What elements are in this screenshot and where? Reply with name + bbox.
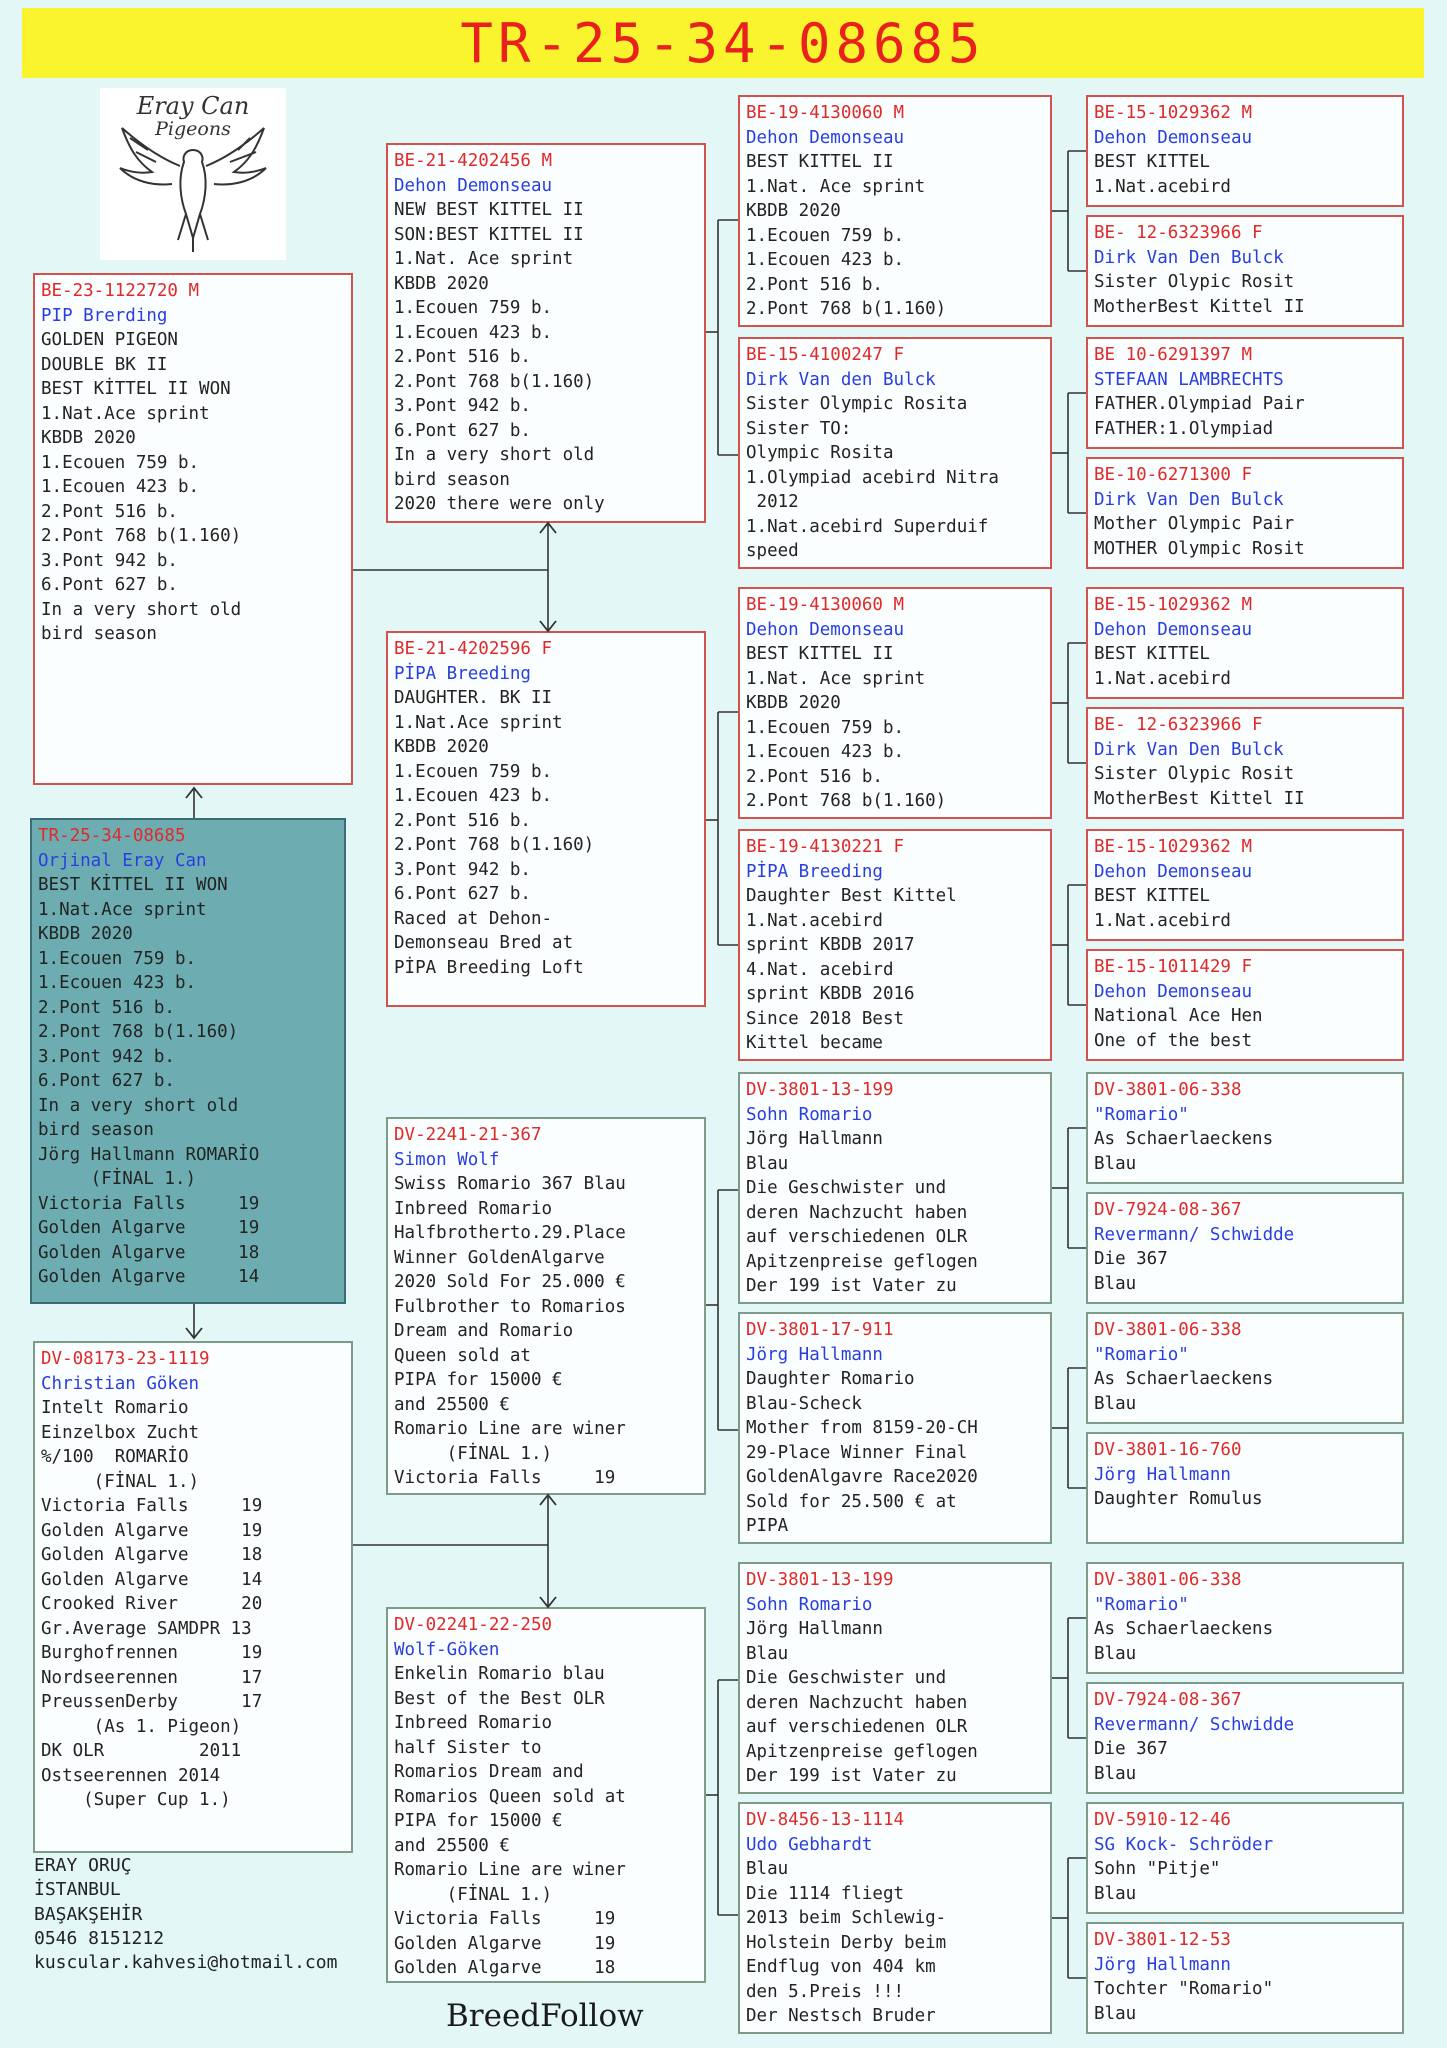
info-line: MotherBest Kittel II bbox=[1094, 788, 1305, 809]
ring-number: DV-3801-12-53 bbox=[1094, 1930, 1231, 1950]
ring-number: BE-15-4100247 F bbox=[746, 345, 905, 365]
info-line: KBDB 2020 bbox=[394, 273, 489, 294]
pedigree-box-gg14 bbox=[1086, 1682, 1404, 1794]
info-line: Blau bbox=[1094, 1393, 1137, 1414]
pedigree-box-sire bbox=[33, 273, 353, 785]
info-line: Blau bbox=[1094, 1763, 1137, 1784]
info-line: (As 1. Pigeon) bbox=[41, 1716, 242, 1737]
info-line: 2.Pont 516 b. bbox=[394, 810, 531, 831]
info-line: Die 1114 fliegt bbox=[746, 1883, 905, 1904]
info-line: Mother Olympic Pair bbox=[1094, 514, 1295, 534]
info-line: bird season bbox=[41, 624, 157, 644]
ring-number: DV-02241-22-250 bbox=[394, 1615, 553, 1635]
info-line: 2.Pont 768 b(1.160) bbox=[41, 526, 242, 546]
info-line: 1.Ecouen 423 b. bbox=[394, 786, 553, 806]
breeder-name: Revermann/ Schwidde bbox=[1094, 1224, 1295, 1245]
info-line: Ostseerennen 2014 bbox=[41, 1765, 221, 1786]
info-line: KBDB 2020 bbox=[38, 924, 133, 944]
pedigree-box-dd bbox=[386, 1607, 706, 1983]
ring-number: DV-3801-13-199 bbox=[746, 1570, 894, 1590]
pedigree-box-gg13 bbox=[1086, 1562, 1404, 1674]
info-line: FATHER:1.Olympiad bbox=[1094, 418, 1274, 439]
info-line: 2.Pont 516 b. bbox=[38, 997, 175, 1018]
ring-number: BE 10-6291397 M bbox=[1094, 345, 1253, 365]
info-line: Golden Algarve 14 bbox=[38, 1267, 260, 1287]
ring-number: DV-3801-06-338 bbox=[1094, 1080, 1242, 1100]
info-line: SON:BEST KITTEL II bbox=[394, 224, 584, 245]
info-line: and 25500 € bbox=[394, 1394, 510, 1415]
info-line: Jörg Hallmann bbox=[746, 1129, 883, 1149]
breeder-name: PIP Brerding bbox=[41, 305, 168, 326]
info-line: 2013 beim Schlewig- bbox=[746, 1908, 947, 1928]
sire-dam-arrow-icon bbox=[540, 621, 556, 631]
ring-number: BE- 12-6323966 F bbox=[1094, 715, 1263, 735]
ring-number: DV-3801-16-760 bbox=[1094, 1440, 1242, 1460]
info-line: Sister Olypic Rosit bbox=[1094, 764, 1295, 784]
info-line: 6.Pont 627 b. bbox=[41, 575, 178, 595]
info-line: BEST KITTEL II bbox=[746, 152, 894, 172]
info-line: Daughter Romulus bbox=[1094, 1489, 1263, 1509]
info-line: Queen sold at bbox=[394, 1345, 531, 1366]
info-line: Golden Algarve 19 bbox=[38, 1218, 260, 1238]
info-line: Jörg Hallmann bbox=[746, 1619, 883, 1639]
info-line: Golden Algarve 18 bbox=[38, 1242, 260, 1263]
breeder-name: Orjinal Eray Can bbox=[38, 850, 207, 871]
info-line: Blau bbox=[1094, 1643, 1137, 1664]
info-line: Halfbrotherto.29.Place bbox=[394, 1223, 626, 1243]
owner-contact bbox=[34, 1854, 337, 1975]
sire-arrow-icon bbox=[186, 788, 202, 798]
info-line: Blau-Scheck bbox=[746, 1393, 862, 1414]
info-line: Jörg Hallmann ROMARİO bbox=[38, 1144, 260, 1165]
breeder-name: Dehon Demonseau bbox=[1094, 861, 1253, 882]
info-line: Crooked River 20 bbox=[41, 1594, 263, 1614]
info-line: 1.Ecouen 759 b. bbox=[394, 298, 553, 318]
info-line: PIPA for 15000 € bbox=[394, 1811, 563, 1831]
info-line: 1.Ecouen 423 b. bbox=[38, 973, 197, 993]
breeder-name: Dehon Demonseau bbox=[1094, 619, 1253, 640]
info-line: As Schaerlaeckens bbox=[1094, 1369, 1274, 1389]
info-line: Victoria Falls 19 bbox=[38, 1193, 260, 1214]
pedigree-box-g6 bbox=[738, 1312, 1052, 1544]
info-line: Dream and Romario bbox=[394, 1321, 574, 1341]
info-line: 6.Pont 627 b. bbox=[394, 420, 531, 441]
info-line: PreussenDerby 17 bbox=[41, 1692, 263, 1712]
breeder-name: "Romario" bbox=[1094, 1344, 1189, 1365]
info-line: As Schaerlaeckens bbox=[1094, 1619, 1274, 1639]
pedigree-box-gg9 bbox=[1086, 1072, 1404, 1184]
info-line: Einzelbox Zucht bbox=[41, 1422, 200, 1443]
info-line: 2012 bbox=[746, 492, 799, 512]
pedigree-box-gg7 bbox=[1086, 829, 1404, 941]
info-line: 1.Ecouen 759 b. bbox=[38, 948, 197, 969]
info-line: Die Geschwister und bbox=[746, 1668, 947, 1688]
info-line: (FİNAL 1.) bbox=[38, 1169, 197, 1189]
info-line: Blau bbox=[746, 1859, 789, 1879]
breeder-name: SG Kock- Schröder bbox=[1094, 1834, 1274, 1855]
ring-number: DV-5910-12-46 bbox=[1094, 1810, 1231, 1830]
info-line: Golden Algarve 19 bbox=[394, 1933, 616, 1954]
info-line: 6.Pont 627 b. bbox=[38, 1071, 175, 1091]
info-line: 2.Pont 516 b. bbox=[746, 766, 883, 787]
ring-number: DV-3801-06-338 bbox=[1094, 1570, 1242, 1590]
info-line: deren Nachzucht haben bbox=[746, 1202, 968, 1223]
info-line: Blau bbox=[746, 1153, 789, 1174]
ring-number: BE-10-6271300 F bbox=[1094, 465, 1253, 485]
info-line: Holstein Derby beim bbox=[746, 1932, 947, 1953]
info-line: Romario Line are winer bbox=[394, 1860, 626, 1880]
info-line: Die 367 bbox=[1094, 1739, 1168, 1759]
info-line: 1.Nat.Ace sprint bbox=[38, 899, 207, 920]
info-line: In a very short old bbox=[38, 1095, 239, 1116]
pedigree-box-g2 bbox=[738, 337, 1052, 569]
pedigree-box-g8 bbox=[738, 1802, 1052, 2034]
sire-sire-arrow-icon bbox=[540, 523, 556, 533]
info-line: Olympic Rosita bbox=[746, 443, 894, 463]
pedigree-box-gg15 bbox=[1086, 1802, 1404, 1914]
pedigree-box-gg12 bbox=[1086, 1432, 1404, 1544]
breeder-name: Dehon Demonseau bbox=[746, 619, 905, 640]
info-line: Blau bbox=[746, 1643, 789, 1664]
info-line: speed bbox=[746, 541, 799, 561]
info-line: Since 2018 Best bbox=[746, 1008, 905, 1029]
info-line: Blau bbox=[1094, 2003, 1137, 2024]
breeder-name: Wolf-Göken bbox=[394, 1639, 500, 1660]
info-line: MotherBest Kittel II bbox=[1094, 296, 1305, 317]
breeder-name: Udo Gebhardt bbox=[746, 1834, 873, 1855]
pedigree-box-sd bbox=[386, 631, 706, 1007]
ring-number: DV-7924-08-367 bbox=[1094, 1690, 1242, 1710]
info-line: Romario Line are winer bbox=[394, 1419, 626, 1439]
breeder-name: "Romario" bbox=[1094, 1594, 1189, 1615]
pedigree-box-dam bbox=[33, 1341, 353, 1853]
info-line: Enkelin Romario blau bbox=[394, 1664, 605, 1684]
pedigree-box-gg11 bbox=[1086, 1312, 1404, 1424]
ring-number: BE-19-4130221 F bbox=[746, 837, 905, 857]
info-line: 1.Nat.acebird bbox=[1094, 668, 1231, 689]
info-line: 1.Ecouen 759 b. bbox=[746, 225, 905, 246]
info-line: Golden Algarve 14 bbox=[41, 1569, 263, 1590]
info-line: deren Nachzucht haben bbox=[746, 1692, 968, 1713]
breeder-name: PİPA Breeding bbox=[746, 861, 883, 882]
info-line: 1.Nat.Ace sprint bbox=[394, 712, 563, 733]
pedigree-box-gg3 bbox=[1086, 337, 1404, 449]
info-line: Blau bbox=[1094, 1883, 1137, 1904]
info-line: 2.Pont 768 b(1.160) bbox=[746, 299, 947, 319]
ring-number: DV-8456-13-1114 bbox=[746, 1810, 905, 1830]
info-line: In a very short old bbox=[41, 599, 242, 620]
info-line: Die 367 bbox=[1094, 1249, 1168, 1269]
info-line: 2020 there were only bbox=[394, 494, 605, 514]
pedigree-box-g1 bbox=[738, 95, 1052, 327]
info-line: (FİNAL 1.) bbox=[41, 1471, 200, 1492]
info-line: 1.Nat. Ace sprint bbox=[394, 249, 574, 269]
pedigree-box-g3 bbox=[738, 587, 1052, 819]
info-line: Demonseau Bred at bbox=[394, 933, 574, 953]
info-line: Blau bbox=[1094, 1273, 1137, 1294]
info-line: 1.Olympiad acebird Nitra bbox=[746, 467, 999, 488]
pedigree-title: TR-25-34-08685 bbox=[460, 11, 986, 75]
owner-phone: 0546 8151212 bbox=[34, 1927, 165, 1949]
info-line: Romarios Queen sold at bbox=[394, 1786, 626, 1807]
pedigree-box-gg5 bbox=[1086, 587, 1404, 699]
info-line: BEST KİTTEL II WON bbox=[38, 875, 228, 895]
info-line: Die Geschwister und bbox=[746, 1178, 947, 1198]
ring-number: DV-08173-23-1119 bbox=[41, 1349, 210, 1369]
info-line: Der 199 ist Vater zu bbox=[746, 1766, 957, 1786]
info-line: Golden Algarve 18 bbox=[41, 1545, 263, 1565]
breeder-name: Simon Wolf bbox=[394, 1149, 500, 1170]
info-line: Mother from 8159-20-CH bbox=[746, 1418, 978, 1438]
owner-name: ERAY ORUÇ bbox=[34, 1855, 132, 1876]
info-line: Swiss Romario 367 Blau bbox=[394, 1174, 626, 1194]
info-line: BEST KİTTEL II WON bbox=[41, 379, 231, 399]
info-line: auf verschiedenen OLR bbox=[746, 1717, 968, 1737]
ring-number: BE-15-1029362 M bbox=[1094, 595, 1253, 615]
ring-number: DV-7924-08-367 bbox=[1094, 1200, 1242, 1220]
info-line: Apitzenpreise geflogen bbox=[746, 1251, 978, 1272]
info-line: 29-Place Winner Final bbox=[746, 1442, 968, 1463]
breeder-name: Revermann/ Schwidde bbox=[1094, 1714, 1295, 1735]
owner-email: kuscular.kahvesi@hotmail.com bbox=[34, 1952, 338, 1974]
info-line: KBDB 2020 bbox=[746, 693, 841, 713]
info-line: Sister TO: bbox=[746, 418, 852, 439]
info-line: 2020 Sold For 25.000 € bbox=[394, 1272, 626, 1292]
breeder-name: Dehon Demonseau bbox=[1094, 981, 1253, 1002]
ring-number: BE- 12-6323966 F bbox=[1094, 223, 1263, 243]
ring-number: BE-23-1122720 M bbox=[41, 281, 200, 301]
info-line: BEST KITTEL bbox=[1094, 886, 1210, 906]
info-line: (FİNAL 1.) bbox=[394, 1443, 553, 1464]
info-line: 3.Pont 942 b. bbox=[41, 550, 178, 571]
info-line: KBDB 2020 bbox=[41, 428, 136, 448]
info-line: 3.Pont 942 b. bbox=[394, 859, 531, 880]
ring-number: DV-3801-17-911 bbox=[746, 1320, 894, 1340]
info-line: Sister Olypic Rosit bbox=[1094, 272, 1295, 292]
info-line: 1.Ecouen 423 b. bbox=[746, 250, 905, 270]
pedigree-box-ds bbox=[386, 1117, 706, 1495]
breeder-name: Dirk Van Den Bulck bbox=[1094, 739, 1284, 760]
info-line: 3.Pont 942 b. bbox=[394, 396, 531, 416]
ring-number: BE-15-1029362 M bbox=[1094, 103, 1253, 123]
breeder-name: Dehon Demonseau bbox=[1094, 127, 1253, 148]
info-line: 1.Ecouen 759 b. bbox=[394, 761, 553, 782]
pedigree-box-g7 bbox=[738, 1562, 1052, 1794]
dam-dam-arrow-icon bbox=[540, 1597, 556, 1607]
info-line: Daughter Romario bbox=[746, 1369, 915, 1389]
pedigree-box-ss bbox=[386, 143, 706, 523]
info-line: FATHER.Olympiad Pair bbox=[1094, 394, 1305, 414]
pedigree-box-gg10 bbox=[1086, 1192, 1404, 1304]
info-line: Golden Algarve 18 bbox=[394, 1958, 616, 1978]
info-line: Romarios Dream and bbox=[394, 1762, 584, 1782]
logo-text-line1: Eray Can bbox=[136, 92, 250, 120]
info-line: Fulbrother to Romarios bbox=[394, 1296, 626, 1317]
info-line: PIPA bbox=[746, 1516, 789, 1536]
info-line: (FİNAL 1.) bbox=[394, 1884, 553, 1905]
info-line: 4.Nat. acebird bbox=[746, 959, 894, 980]
breedfollow-brand: BreedFollow bbox=[446, 1998, 644, 2034]
info-line: 1.Nat.acebird Superduif bbox=[746, 516, 989, 537]
info-line: Endflug von 404 km bbox=[746, 1957, 936, 1977]
info-line: GOLDEN PIGEON bbox=[41, 330, 178, 350]
info-line: Raced at Dehon- bbox=[394, 908, 553, 929]
info-line: Inbreed Romario bbox=[394, 1198, 553, 1219]
info-line: 1.Nat.Ace sprint bbox=[41, 403, 210, 424]
info-line: BEST KITTEL bbox=[1094, 152, 1210, 172]
breeder-name: Dirk Van Den Bulck bbox=[1094, 489, 1284, 510]
info-line: 2.Pont 516 b. bbox=[394, 347, 531, 367]
ring-number: TR-25-34-08685 bbox=[38, 826, 186, 846]
info-line: In a very short old bbox=[394, 445, 595, 465]
owner-district: BAŞAKŞEHİR bbox=[34, 1903, 143, 1925]
info-line: Daughter Best Kittel bbox=[746, 886, 957, 906]
info-line: sprint KBDB 2017 bbox=[746, 935, 915, 955]
info-line: Sohn "Pitje" bbox=[1094, 1859, 1221, 1879]
breeder-name: Sohn Romario bbox=[746, 1594, 873, 1615]
pedigree-box-gg4 bbox=[1086, 457, 1404, 569]
logo-text-line2: Pigeons bbox=[155, 118, 231, 140]
ring-number: BE-21-4202456 M bbox=[394, 151, 553, 171]
dam-arrow-icon bbox=[186, 1328, 202, 1338]
info-line: 2.Pont 768 b(1.160) bbox=[394, 835, 595, 855]
owner-city: İSTANBUL bbox=[34, 1879, 121, 1901]
pedigree-box-gg6 bbox=[1086, 707, 1404, 819]
breeder-name: PİPA Breeding bbox=[394, 663, 531, 684]
info-line: KBDB 2020 bbox=[746, 201, 841, 221]
info-line: 2.Pont 768 b(1.160) bbox=[38, 1022, 239, 1042]
pedigree-box-gg16 bbox=[1086, 1922, 1404, 2034]
breeder-name: Dehon Demonseau bbox=[746, 127, 905, 148]
breeder-name: STEFAAN LAMBRECHTS bbox=[1094, 369, 1284, 390]
info-line: 1.Nat.acebird bbox=[746, 910, 883, 931]
info-line: Sold for 25.500 € at bbox=[746, 1491, 957, 1512]
info-line: Gr.Average SAMDPR 13 bbox=[41, 1618, 252, 1639]
pedigree-box-subject bbox=[30, 818, 346, 1304]
pedigree-title-bar bbox=[22, 8, 1424, 78]
info-line: (Super Cup 1.) bbox=[41, 1790, 231, 1810]
info-line: Inbreed Romario bbox=[394, 1713, 553, 1733]
info-line: 1.Nat. Ace sprint bbox=[746, 176, 926, 197]
info-line: bird season bbox=[38, 1120, 154, 1140]
breeder-name: Christian Göken bbox=[41, 1373, 200, 1394]
ring-number: BE-15-1029362 M bbox=[1094, 837, 1253, 857]
info-line: Sister Olympic Rosita bbox=[746, 394, 968, 414]
info-line: Nordseerennen 17 bbox=[41, 1667, 263, 1688]
breeder-name: Dirk Van den Bulck bbox=[746, 369, 936, 390]
info-line: 1.Nat.acebird bbox=[1094, 910, 1231, 931]
ring-number: DV-3801-13-199 bbox=[746, 1080, 894, 1100]
info-line: DK OLR 2011 bbox=[41, 1741, 242, 1761]
info-line: 2.Pont 768 b(1.160) bbox=[394, 371, 595, 392]
ring-number: DV-3801-06-338 bbox=[1094, 1320, 1242, 1340]
breeder-name: Jörg Hallmann bbox=[1094, 1954, 1231, 1975]
info-line: GoldenAlgavre Race2020 bbox=[746, 1467, 978, 1487]
breeder-name: Jörg Hallmann bbox=[746, 1344, 883, 1365]
info-line: Blau bbox=[1094, 1153, 1137, 1174]
info-line: PİPA Breeding Loft bbox=[394, 957, 584, 978]
pedigree-box-g4 bbox=[738, 829, 1052, 1061]
info-line: Tochter "Romario" bbox=[1094, 1979, 1274, 1999]
ring-number: BE-19-4130060 M bbox=[746, 595, 905, 615]
breeder-name: Dirk Van Den Bulck bbox=[1094, 247, 1284, 268]
info-line: MOTHER Olympic Rosit bbox=[1094, 538, 1305, 559]
info-line: BEST KITTEL bbox=[1094, 644, 1210, 664]
info-line: Best of the Best OLR bbox=[394, 1688, 605, 1709]
info-line: auf verschiedenen OLR bbox=[746, 1227, 968, 1247]
info-line: Kittel became bbox=[746, 1033, 883, 1053]
info-line: 1.Ecouen 759 b. bbox=[41, 452, 200, 473]
info-line: Apitzenpreise geflogen bbox=[746, 1741, 978, 1762]
info-line: 1.Nat. Ace sprint bbox=[746, 668, 926, 689]
info-line: Victoria Falls 19 bbox=[394, 1909, 616, 1929]
info-line: Der Nestsch Bruder bbox=[746, 2006, 936, 2026]
info-line: half Sister to bbox=[394, 1737, 542, 1758]
info-line: As Schaerlaeckens bbox=[1094, 1129, 1274, 1149]
info-line: 1.Ecouen 759 b. bbox=[746, 717, 905, 738]
breeder-name: "Romario" bbox=[1094, 1104, 1189, 1125]
info-line: 1.Ecouen 423 b. bbox=[41, 477, 200, 497]
info-line: bird season bbox=[394, 469, 510, 490]
info-line: BEST KITTEL II bbox=[746, 644, 894, 664]
info-line: PIPA for 15000 € bbox=[394, 1370, 563, 1390]
pedigree-box-gg2 bbox=[1086, 215, 1404, 327]
info-line: 2.Pont 768 b(1.160) bbox=[746, 791, 947, 811]
info-line: KBDB 2020 bbox=[394, 737, 489, 757]
info-line: 3.Pont 942 b. bbox=[38, 1046, 175, 1067]
info-line: Victoria Falls 19 bbox=[394, 1468, 616, 1488]
info-line: Der 199 ist Vater zu bbox=[746, 1276, 957, 1296]
info-line: 1.Nat.acebird bbox=[1094, 176, 1231, 197]
ring-number: BE-21-4202596 F bbox=[394, 639, 553, 659]
info-line: sprint KBDB 2016 bbox=[746, 984, 915, 1004]
eray-can-pigeons-logo bbox=[100, 88, 286, 260]
pedigree-box-g5 bbox=[738, 1072, 1052, 1304]
pedigree-box-gg1 bbox=[1086, 95, 1404, 207]
info-line: 1.Ecouen 423 b. bbox=[746, 742, 905, 762]
info-line: NEW BEST KITTEL II bbox=[394, 200, 584, 220]
breeder-name: Sohn Romario bbox=[746, 1104, 873, 1125]
ring-number: DV-2241-21-367 bbox=[394, 1125, 542, 1145]
info-line: Intelt Romario bbox=[41, 1398, 189, 1418]
pedigree-box-gg8 bbox=[1086, 949, 1404, 1061]
info-line: and 25500 € bbox=[394, 1835, 510, 1856]
info-line: Burghofrennen 19 bbox=[41, 1643, 263, 1663]
info-line: 6.Pont 627 b. bbox=[394, 884, 531, 904]
info-line: Victoria Falls 19 bbox=[41, 1496, 263, 1516]
info-line: 2.Pont 516 b. bbox=[746, 274, 883, 295]
ring-number: BE-15-1011429 F bbox=[1094, 957, 1253, 977]
info-line: 2.Pont 516 b. bbox=[41, 501, 178, 522]
dove-icon bbox=[100, 88, 286, 260]
info-line: Winner GoldenAlgarve bbox=[394, 1247, 605, 1268]
breeder-name: Dehon Demonseau bbox=[394, 175, 553, 196]
info-line: den 5.Preis !!! bbox=[746, 1981, 905, 2002]
info-line: DOUBLE BK II bbox=[41, 354, 168, 375]
info-line: DAUGHTER. BK II bbox=[394, 688, 553, 708]
info-line: One of the best bbox=[1094, 1030, 1253, 1051]
info-line: Golden Algarve 19 bbox=[41, 1520, 263, 1541]
info-line: %/100 ROMARİO bbox=[41, 1447, 189, 1467]
ring-number: BE-19-4130060 M bbox=[746, 103, 905, 123]
dam-sire-arrow-icon bbox=[540, 1495, 556, 1505]
info-line: 1.Ecouen 423 b. bbox=[394, 322, 553, 343]
info-line: National Ace Hen bbox=[1094, 1006, 1263, 1026]
breeder-name: Jörg Hallmann bbox=[1094, 1464, 1231, 1485]
